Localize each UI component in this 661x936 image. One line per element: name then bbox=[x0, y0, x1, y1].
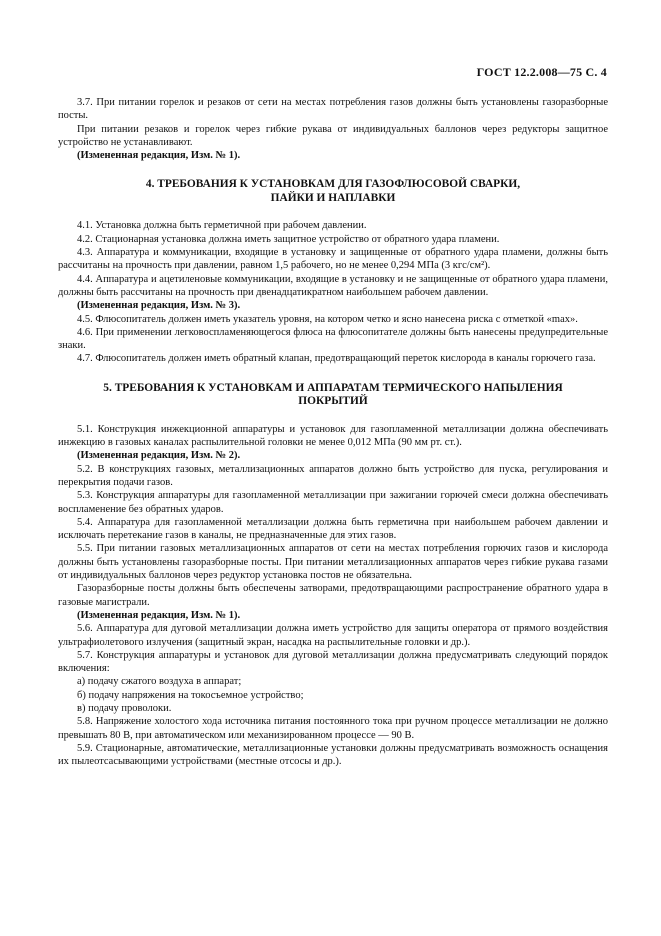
paragraph-4-5: 4.5. Флюсопитатель должен иметь указатель уровня, на котором четко и ясно нанесена риска с отметкой «max». bbox=[77, 313, 578, 325]
amendment-note: (Измененная редакция, Изм. № 3). bbox=[77, 300, 241, 312]
paragraph-5-1: 5.1. Конструкция инжекционной аппаратуры и установок для газопламенной металлизации должна обеспечивать инжекцию в газовых каналах распылительной головки не менее 0,012 МПа (90 мм рт. ст.). bbox=[58, 423, 608, 449]
list-item-v: в) подачу проволоки. bbox=[77, 702, 172, 714]
amendment-note: (Измененная редакция, Изм. № 2). bbox=[77, 450, 241, 462]
list-item-b: б) подачу напряжения на токосъемное устройство; bbox=[77, 689, 304, 701]
paragraph-4-1: 4.1. Установка должна быть герметичной при рабочем давлении. bbox=[77, 220, 367, 232]
paragraph-5-8: 5.8. Напряжение холостого хода источника питания постоянного тока при ручном процессе металлизации не должно превышать 80 В, при автоматическом или механизированном процессе — 90 В. bbox=[58, 716, 608, 741]
amendment-note: (Измененная редакция, Изм. № 1). bbox=[77, 609, 241, 621]
section-5-heading-line-1: 5. ТРЕБОВАНИЯ К УСТАНОВКАМ И АППАРАТАМ ТЕРМИЧЕСКОГО НАПЫЛЕНИЯ bbox=[103, 381, 563, 394]
paragraph-4-2: 4.2. Стационарная установка должна иметь защитное устройство от обратного удара пламени. bbox=[77, 233, 500, 245]
paragraph-4-6: 4.6. При применении легковоспламеняющегося флюса на флюсопитателе должны быть нанесены предупредительные знаки. bbox=[58, 326, 608, 352]
paragraph-5-5: 5.5. При питании газовых металлизационных аппаратов от сети на местах потребления горючих газов и кислорода должны быть установлены газоразборные посты. При питании металлизационных аппаратов через гибкие рукава газами от индивидуальных баллонов через редуктор установка постов не обязательна. bbox=[58, 543, 608, 582]
paragraph-5-4: 5.4. Аппаратура для газопламенной металлизации должна быть герметична при наибольшем рабочем давлении и исключать перетекание газов в каналы, не предназначенные для этих газов. bbox=[58, 516, 608, 542]
page-header: ГОСТ 12.2.008—75 С. 4 bbox=[476, 65, 607, 79]
paragraph-5-9: 5.9. Стационарные, автоматические, металлизационные установки должны предусматривать возможность оснащения их пылеотсасывающими устройствами (местные отсосы и др.). bbox=[58, 742, 608, 768]
section-5-heading bbox=[58, 382, 608, 409]
paragraph-5-2: 5.2. В конструкциях газовых, металлизационных аппаратов должно быть устройство для пуска, регулирования и перекрытия подачи газов. bbox=[58, 463, 608, 488]
paragraph-4-4: 4.4. Аппаратура и ацетиленовые коммуникации, входящие в установку и не защищенные от обратного удара пламени, должны быть рассчитаны на прочность при двенадцатикратном наибольшем рабочем давлении. bbox=[58, 273, 608, 298]
section-4-heading bbox=[58, 178, 608, 205]
paragraph-5-6: 5.6. Аппаратура для дуговой металлизации должна иметь устройство для защиты оператора от прямого воздействия ультрафиолетового излучения (защитный экран, насадка на распылительные головки и др.). bbox=[58, 623, 608, 648]
document-body bbox=[58, 96, 608, 768]
paragraph-5-7: 5.7. Конструкция аппаратуры и установок для дуговой металлизации должна предусматривать следующий порядок включения: bbox=[58, 649, 608, 675]
amendment-note: (Измененная редакция, Изм. № 1). bbox=[77, 150, 241, 162]
paragraph-5-3: 5.3. Конструкция аппаратуры для газопламенной металлизации при зажигании горючей смеси должна обеспечивать воспламенение без обратных ударов. bbox=[58, 490, 608, 515]
paragraph-4-7: 4.7. Флюсопитатель должен иметь обратный клапан, предотвращающий переток кислорода в каналы горючего газа. bbox=[77, 353, 596, 365]
paragraph-3-7: 3.7. При питании горелок и резаков от сети на местах потребления газов должны быть установлены газоразборные посты. bbox=[58, 97, 608, 122]
section-4-heading-line-1: 4. ТРЕБОВАНИЯ К УСТАНОВКАМ ДЛЯ ГАЗОФЛЮСОВОЙ СВАРКИ, bbox=[145, 178, 521, 191]
section-4-heading-line-2: ПАЙКИ И НАПЛАВКИ bbox=[270, 191, 396, 204]
section-5-heading-line-2: ПОКРЫТИЙ bbox=[298, 395, 368, 408]
list-item-a: а) подачу сжатого воздуха в аппарат; bbox=[77, 676, 242, 688]
paragraph-3-7-cont: При питании резаков и горелок через гибкие рукава от индивидуальных баллонов через редукторы защитное устройство не устанавливают. bbox=[58, 123, 608, 148]
paragraph-5-5-cont: Газоразборные посты должны быть обеспечены затворами, предотвращающими распространение обратного удара в газовые магистрали. bbox=[58, 583, 608, 608]
paragraph-4-3: 4.3. Аппаратура и коммуникации, входящие в установку и защищенные от обратного удара пламени, должны быть рассчитаны на прочность при давлении, равном 1,5 рабочего, но не менее 0,294 МПа (3 кгс/см²). bbox=[58, 247, 608, 272]
